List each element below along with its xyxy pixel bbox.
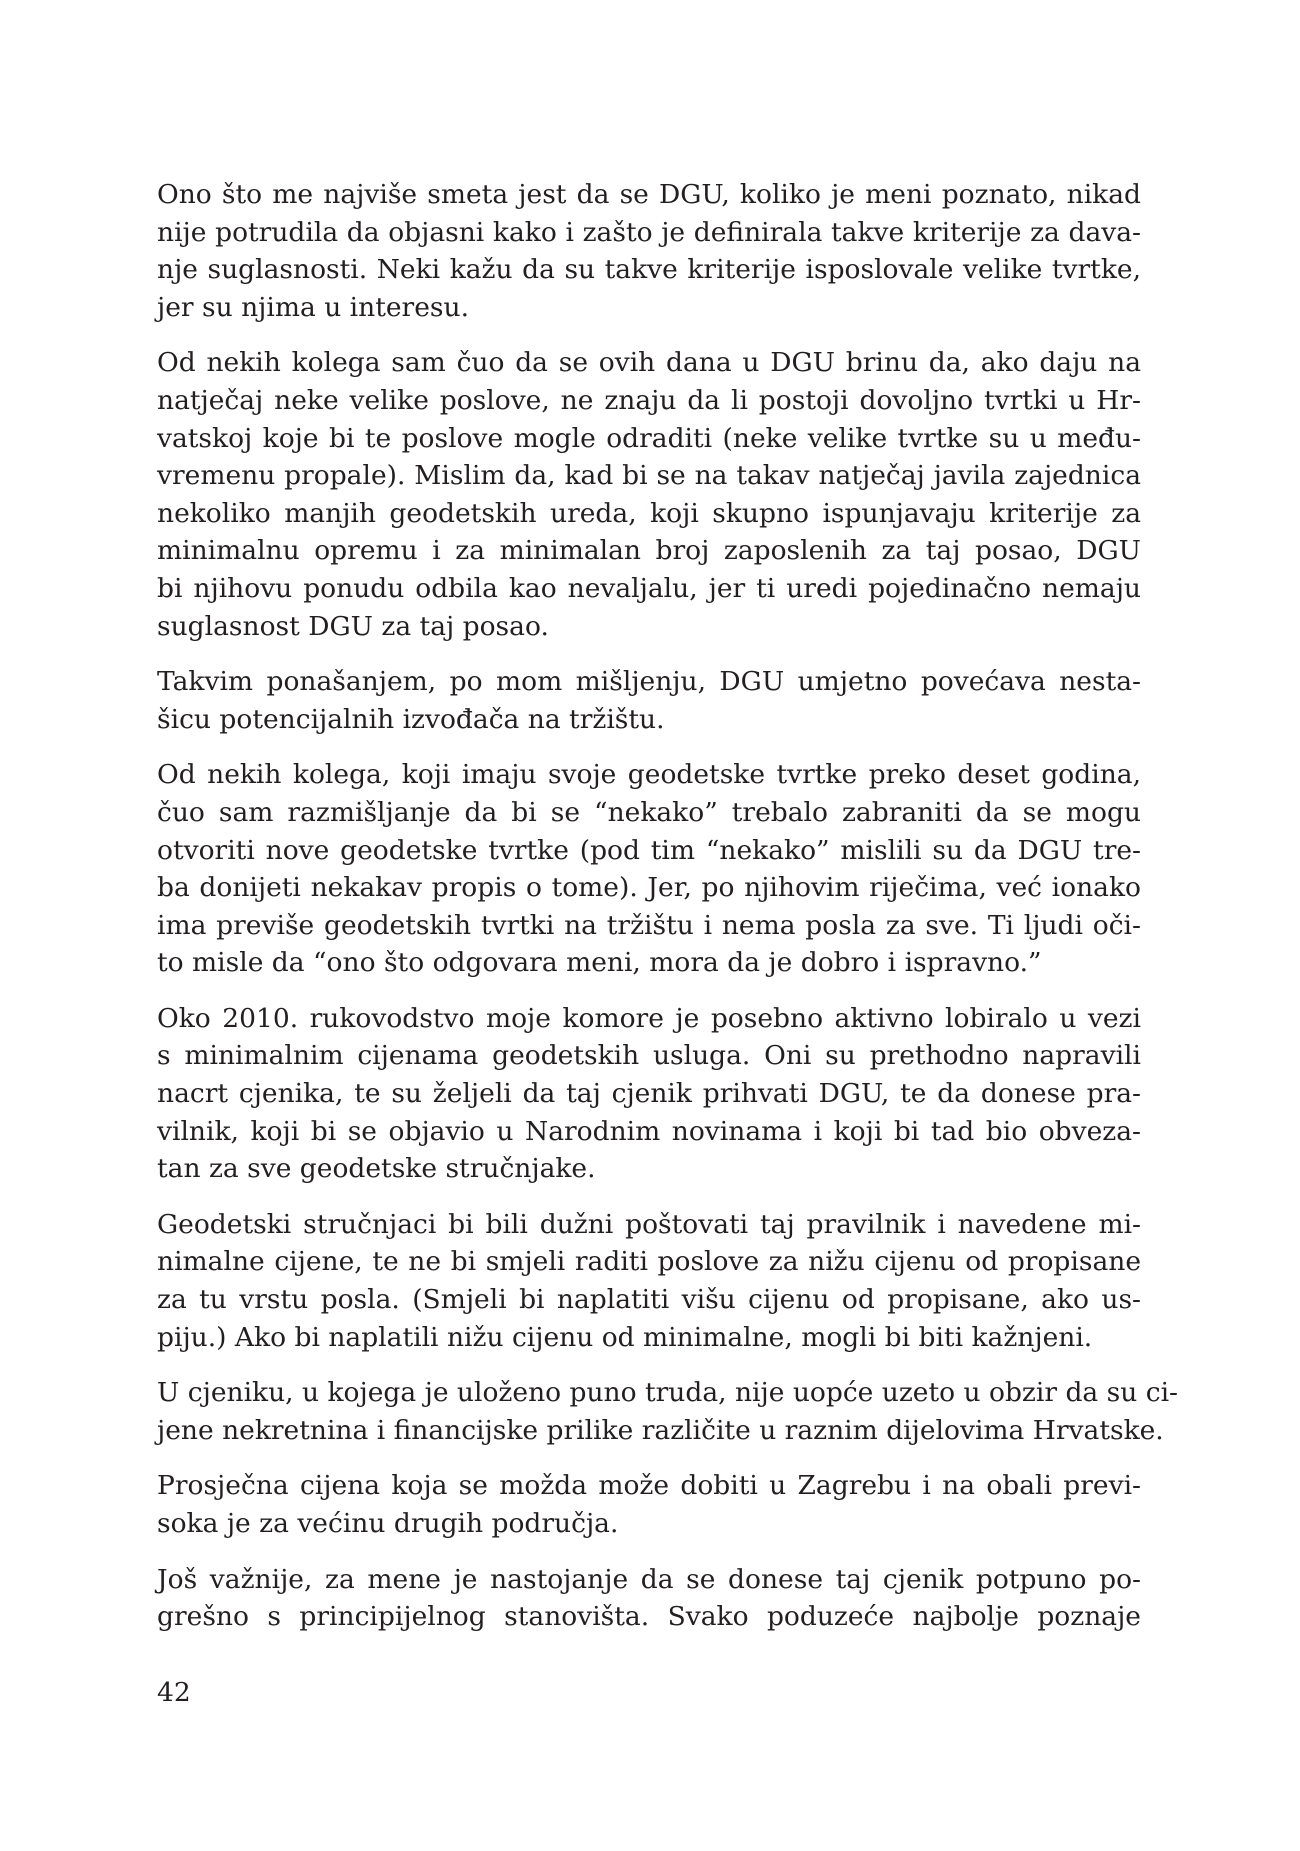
text-line: Još važnije, za mene je nastojanje da se donese taj cjenik potpuno po-: [157, 1563, 1141, 1595]
text-line: jer su njima u interesu.: [157, 291, 469, 323]
text-line: za tu vrstu posla. (Smjeli bi naplatiti višu cijenu od propisane, ako us-: [157, 1284, 1141, 1316]
text-line: vilnik, koji bi se objavio u Narodnim novinama i koji bi tad bio obveza-: [157, 1115, 1141, 1147]
text-line: vatskoj koje bi te poslove mogle odraditi (neke velike tvrtke su u među-: [157, 422, 1141, 454]
text-line: Oko 2010. rukovodstvo moje komore je posebno aktivno lobiralo u vezi: [157, 1002, 1141, 1034]
text-line: Takvim ponašanjem, po mom mišljenju, DGU umjetno povećava nesta-: [157, 666, 1141, 698]
paragraph-8: [157, 1467, 1141, 1542]
text-line: nekoliko manjih geodetskih ureda, koji skupno ispunjavaju kriterije za: [157, 497, 1141, 529]
page-body: [157, 176, 1179, 1654]
text-line: nje suglasnosti. Neki kažu da su takve kriterije isposlovale velike tvrtke,: [157, 254, 1141, 286]
text-line: tan za sve geodetske stručnjake.: [157, 1153, 596, 1185]
text-line: ima previše geodetskih tvrtki na tržištu i nema posla za sve. Ti ljudi oči-: [157, 909, 1141, 941]
text-line: ba donijeti nekakav propis o tome). Jer, po njihovim riječima, već ionako: [157, 872, 1141, 904]
paragraph-3: [157, 663, 1141, 738]
text-line: minimalnu opremu i za minimalan broj zaposlenih za taj posao, DGU: [157, 535, 1141, 567]
text-line: grešno s principijelnog stanovišta. Svako poduzeće najbolje poznaje: [157, 1601, 1141, 1633]
paragraph-9: [157, 1561, 1141, 1636]
text-line: natječaj neke velike poslove, ne znaju da li postoji dovoljno tvrtki u Hr-: [157, 384, 1141, 416]
paragraph-6: [157, 1206, 1141, 1356]
text-line: to misle da “ono što odgovara meni, mora da je dobro i ispravno.”: [157, 947, 1042, 979]
text-line: nacrt cjenika, te su željeli da taj cjenik prihvati DGU, te da donese pra-: [157, 1078, 1141, 1110]
text-line: nimalne cijene, te ne bi smjeli raditi poslove za nižu cijenu od propisane: [157, 1246, 1141, 1278]
text-line: piju.) Ako bi naplatili nižu cijenu od minimalne, mogli bi biti kažnjeni.: [157, 1321, 1093, 1353]
text-line: čuo sam razmišljanje da bi se “nekako” trebalo zabraniti da se mogu: [157, 796, 1141, 828]
text-line: vremenu propale). Mislim da, kad bi se na takav natječaj javila zajednica: [157, 460, 1141, 492]
text-line: Od nekih kolega, koji imaju svoje geodetske tvrtke preko deset godina,: [157, 759, 1141, 791]
text-line: bi njihovu ponudu odbila kao nevaljalu, jer ti uredi pojedinačno nemaju: [157, 572, 1141, 604]
text-line: soka je za većinu drugih područja.: [157, 1508, 619, 1539]
text-line: šicu potencijalnih izvođača na tržištu.: [157, 703, 665, 735]
text-line: jene nekretnina i financijske prilike različite u raznim dijelovima Hrvatske.: [157, 1414, 1164, 1446]
page-number: 42: [157, 1677, 191, 1708]
text-line: s minimalnim cijenama geodetskih usluga. Oni su prethodno napravili: [157, 1040, 1141, 1072]
paragraph-4: [157, 756, 1141, 982]
text-line: otvoriti nove geodetske tvrtke (pod tim “nekako” mislili su da DGU tre-: [157, 834, 1141, 866]
text-line: Geodetski stručnjaci bi bili dužni poštovati taj pravilnik i navedene mi-: [157, 1208, 1141, 1240]
paragraph-1: [157, 176, 1141, 326]
text-line: suglasnost DGU za taj posao.: [157, 610, 549, 642]
paragraph-2: [157, 344, 1141, 645]
text-line: Ono što me najviše smeta jest da se DGU, koliko je meni poznato, nikad: [157, 179, 1141, 210]
text-line: nije potrudila da objasni kako i zašto je definirala takve kriterije za dava-: [157, 216, 1141, 248]
paragraph-5: [157, 1000, 1141, 1188]
paragraph-7: [157, 1374, 1179, 1449]
text-line: Od nekih kolega sam čuo da se ovih dana u DGU brinu da, ako daju na: [157, 347, 1141, 379]
text-line: U cjeniku, u kojega je uloženo puno truda, nije uopće uzeto u obzir da su ci-: [157, 1377, 1179, 1409]
text-line: Prosječna cijena koja se možda može dobiti u Zagrebu i na obali previ-: [157, 1470, 1141, 1502]
